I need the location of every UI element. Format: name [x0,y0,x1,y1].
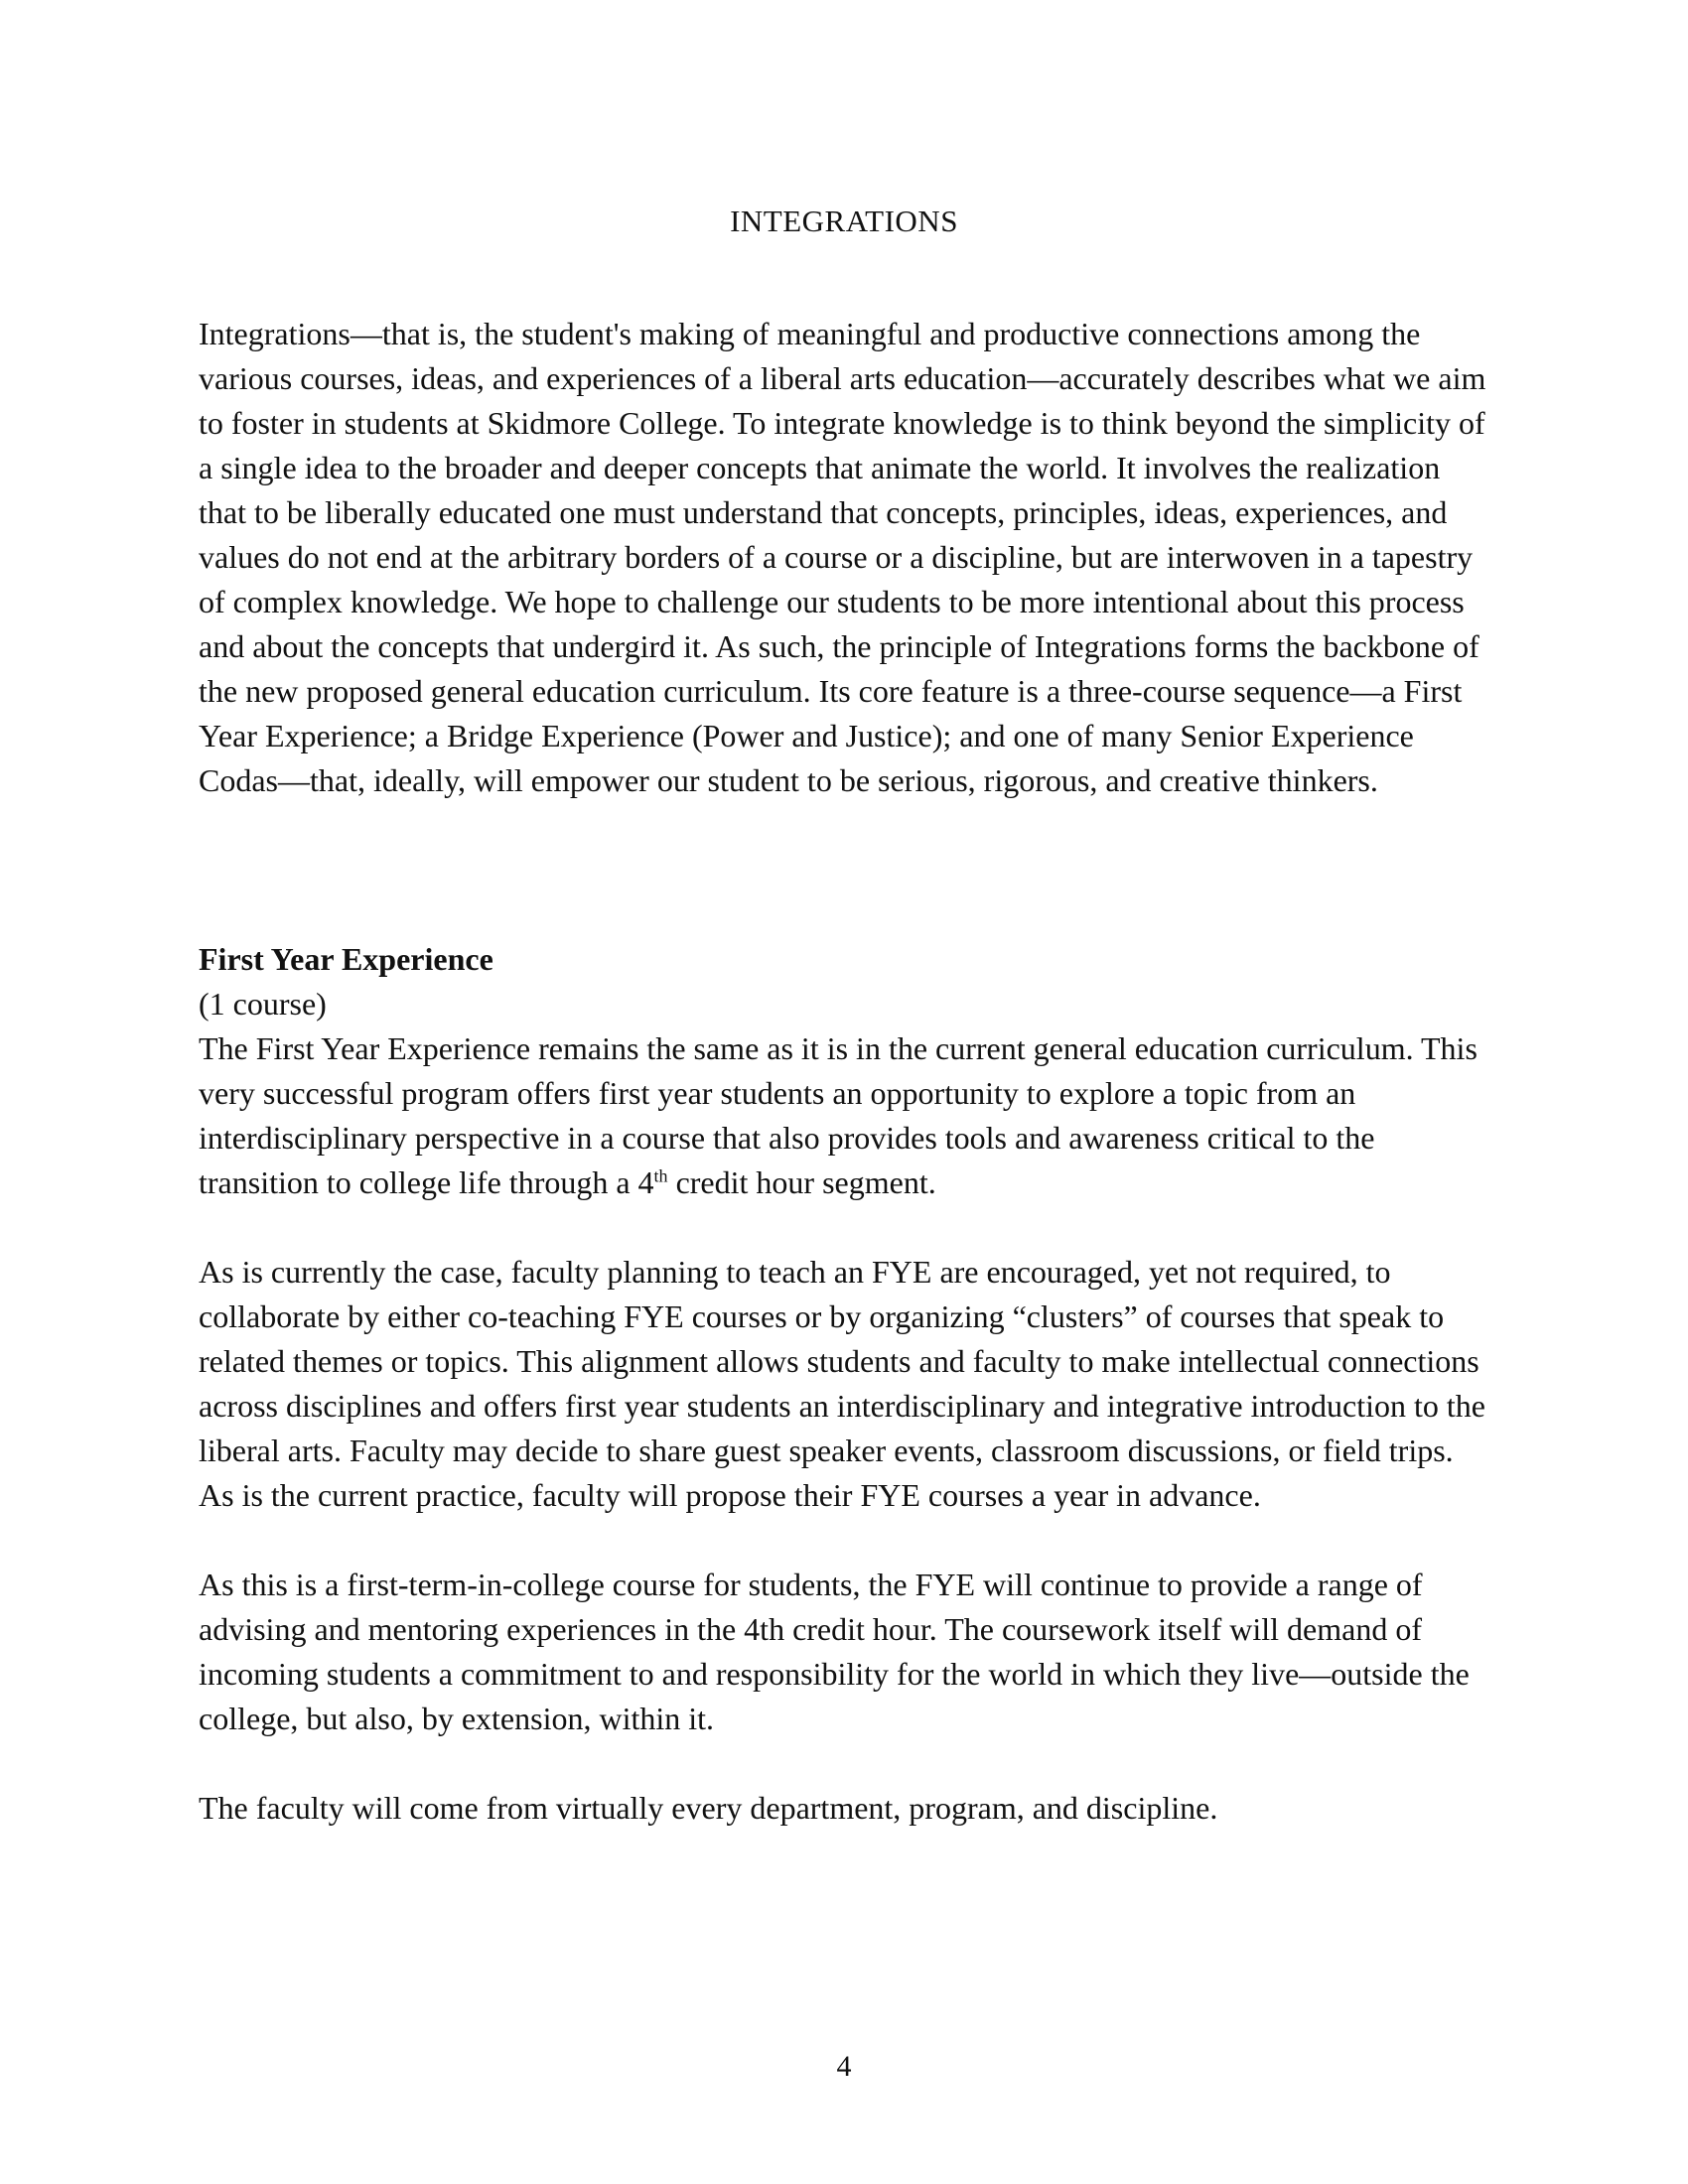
body-paragraph: The faculty will come from virtually every department, program, and discipline. [199,1790,1218,1826]
body-paragraph: As this is a first-term-in-college course for students, the FYE will continue to provide a range of advising and mentoring experiences in the 4th credit hour. The coursework itself will demand of incoming students a commitment to and responsibility for the world in which they live—outside the college, but also, by extension, within it. [199,1567,1470,1736]
document-title: INTEGRATIONS [730,204,958,238]
intro-paragraph: Integrations—that is, the student's making of meaningful and productive connections among the various courses, ideas, and experiences of a liberal arts education—accurately describes what we aim to foster in students at Skidmore College. To integrate knowledge is to think beyond the simplicity of a single idea to the broader and deeper concepts that animate the world. It involves the realization that to be liberally educated one must understand that concepts, principles, ideas, experiences, and values do not end at the arbitrary borders of a course or a discipline, but are interwoven in a tapestry of complex knowledge. We hope to challenge our students to be more intentional about this process and about the concepts that undergird it. As such, the principle of Integrations forms the backbone of the new proposed general education curriculum. Its core feature is a three-course sequence—a First Year Experience; a Bridge Experience (Power and Justice); and one of many Senior Experience Codas—that, ideally, will empower our student to be serious, rigorous, and creative thinkers. [199,316,1486,798]
section-subheading: (1 course) [199,986,327,1022]
paragraph-text: The First Year Experience remains the same as it is in the current general education curriculum. This very successful program offers first year students an opportunity to explore a topic from an interdisciplinary perspective in a course that also provides tools and awareness critical to the transition to college life through a 4 [199,1030,1477,1200]
document-body [199,312,1489,1875]
body-paragraph: As is currently the case, faculty planning to teach an FYE are encouraged, yet not required, to collaborate by either co-teaching FYE courses or by organizing “clusters” of courses that speak to related themes or topics. This alignment allows students and faculty to make intellectual connections across disciplines and offers first year students an interdisciplinary and integrative introduction to the liberal arts. Faculty may decide to share guest speaker events, classroom discussions, or field trips. As is the current practice, faculty will propose their FYE courses a year in advance. [199,1254,1485,1513]
superscript-ordinal: th [653,1165,668,1186]
section-heading: First Year Experience [199,941,493,977]
body-paragraph [199,1026,1489,1205]
page-number: 4 [836,2050,852,2083]
paragraph-text: credit hour segment. [667,1164,936,1200]
